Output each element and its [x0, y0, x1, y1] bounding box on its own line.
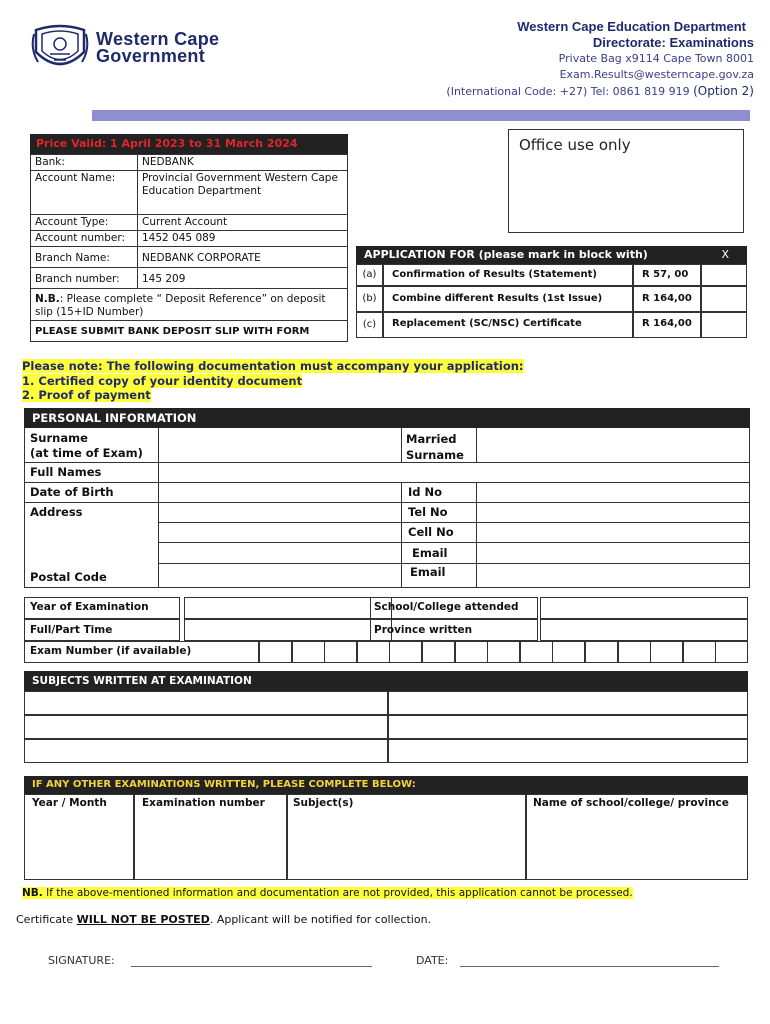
application-title: APPLICATION FOR (please mark in block with): [364, 248, 648, 261]
full-names-label: Full Names: [30, 465, 102, 479]
option-b-desc-text: Combine different Results (1st Issue): [392, 293, 603, 304]
account-number-value: 1452 045 089: [138, 231, 348, 247]
option-a-desc[interactable]: [383, 264, 633, 286]
government-logo: [30, 24, 90, 74]
cert-pre: Certificate: [16, 913, 77, 926]
submit-slip-note: PLEASE SUBMIT BANK DEPOSIT SLIP WITH FORM: [31, 321, 348, 342]
col-subjects: Subject(s): [293, 797, 354, 809]
note-line3: 2. Proof of payment: [22, 388, 151, 402]
bank-value: NEDBANK: [138, 155, 348, 171]
tel-no-label: Tel No: [408, 505, 448, 519]
subjects-title: SUBJECTS WRITTEN AT EXAMINATION: [24, 671, 748, 691]
option-b-mark-box[interactable]: [701, 286, 747, 312]
full-part-time-label: Full/Part Time: [30, 624, 113, 636]
option-c-price: R 164,00: [633, 312, 701, 338]
exam-number-digit-box[interactable]: [389, 641, 422, 663]
cell-no-label: Cell No: [408, 525, 454, 539]
exam-number-digit-box[interactable]: [520, 641, 553, 663]
option-b-desc[interactable]: [383, 286, 633, 312]
collection-note: [16, 913, 431, 926]
option-a-desc-text: Confirmation of Results (Statement): [392, 269, 597, 280]
option-c-desc[interactable]: [383, 312, 633, 338]
option-c-mark-box[interactable]: [701, 312, 747, 338]
email: Exam.Results@westerncape.gov.za: [559, 68, 754, 81]
nb-text: : Please complete “ Deposit Reference” on deposit slip (15+ID Number): [35, 293, 326, 318]
email-input-1[interactable]: [478, 544, 748, 562]
email-label-2: Email: [410, 565, 446, 579]
note-line1: Please note: The following documentation must accompany your application:: [22, 359, 524, 373]
married-surname-input[interactable]: [478, 430, 748, 461]
nb-label: N.B.: [35, 293, 60, 305]
option-b-price: R 164,00: [633, 286, 701, 312]
cert-post: . Applicant will be notified for collection.: [209, 913, 432, 926]
exam-number-digit-box[interactable]: [715, 641, 748, 663]
option-a-letter: (a): [356, 264, 383, 286]
surname-label: Surname: [30, 431, 88, 445]
other-exams-section: [24, 776, 748, 880]
option-a-mark-box[interactable]: [701, 264, 747, 286]
id-no-input[interactable]: [478, 484, 748, 501]
postal-code-label: Postal Code: [30, 570, 107, 584]
id-no-label: Id No: [408, 485, 443, 499]
province-written-input[interactable]: [540, 619, 748, 641]
branch-name-value: NEDBANK CORPORATE: [138, 247, 348, 268]
account-type-value: Current Account: [138, 215, 348, 231]
coat-of-arms-icon: [30, 24, 90, 74]
date-line[interactable]: [460, 966, 719, 967]
cell-no-input[interactable]: [478, 524, 748, 541]
other-exams-title: IF ANY OTHER EXAMINATIONS WRITTEN, PLEASE COMPLETE BELOW:: [24, 776, 748, 794]
col-exam-number: Examination number: [142, 797, 265, 809]
option-b-letter: (b): [356, 286, 383, 312]
subject-cell-3[interactable]: [24, 715, 388, 739]
footer-nb-label: NB.: [22, 887, 43, 899]
year-of-exam-label: Year of Examination: [30, 601, 149, 613]
logo-text-line1: Western Cape: [96, 29, 220, 49]
personal-information-section: [24, 408, 750, 588]
deposit-reference-note: [31, 289, 348, 321]
surname-sub-label: (at time of Exam): [30, 446, 143, 460]
address-label: Address: [30, 505, 83, 519]
exam-number-digit-box[interactable]: [422, 641, 455, 663]
subject-cell-2[interactable]: [388, 691, 748, 715]
cert-bold: WILL NOT BE POSTED: [76, 913, 210, 926]
personal-info-title: PERSONAL INFORMATION: [24, 408, 750, 428]
exam-number-digit-box[interactable]: [683, 641, 716, 663]
option: (Option 2): [693, 84, 754, 98]
footer-nb-note: [22, 887, 633, 899]
date-label: DATE:: [416, 954, 449, 967]
subject-cell-5[interactable]: [24, 739, 388, 763]
exam-number-digit-box[interactable]: [259, 641, 292, 663]
dob-input[interactable]: [160, 484, 400, 501]
application-for-table: [356, 246, 747, 330]
account-name-value: Provincial Government Western Cape Education Department: [138, 171, 348, 215]
tel-no-input[interactable]: [478, 504, 748, 521]
office-use-box: [508, 129, 744, 233]
signature-label: SIGNATURE:: [48, 954, 115, 967]
account-name-label: Account Name:: [31, 171, 138, 215]
province-written-label: Province written: [374, 624, 473, 636]
exam-number-digit-box[interactable]: [618, 641, 651, 663]
directorate: Directorate: Examinations: [592, 35, 754, 50]
exam-number-digit-box[interactable]: [292, 641, 325, 663]
option-c-letter: (c): [356, 312, 383, 338]
married-sub-label: Surname: [406, 448, 464, 462]
subject-cell-6[interactable]: [388, 739, 748, 763]
subject-cell-1[interactable]: [24, 691, 388, 715]
surname-input[interactable]: [160, 430, 400, 461]
school-attended-label: School/College attended: [374, 601, 519, 613]
account-type-label: Account Type:: [31, 215, 138, 231]
school-attended-input[interactable]: [540, 597, 748, 619]
branch-number-value: 145 209: [138, 268, 348, 289]
exam-number-digit-box[interactable]: [357, 641, 390, 663]
exam-number-digit-box[interactable]: [552, 641, 585, 663]
address-input[interactable]: [160, 504, 400, 586]
bank-label: Bank:: [31, 155, 138, 171]
option-c-desc-text: Replacement (SC/NSC) Certificate: [392, 318, 582, 329]
exam-number-digit-box[interactable]: [487, 641, 520, 663]
exam-number-digit-box[interactable]: [650, 641, 683, 663]
col-school-province: Name of school/college/ province: [533, 797, 729, 809]
option-a-price: R 57, 00: [633, 264, 701, 286]
email-input-2[interactable]: [478, 565, 748, 586]
branch-name-label: Branch Name:: [31, 247, 138, 268]
dob-label: Date of Birth: [30, 485, 114, 499]
exam-number-label: Exam Number (if available): [30, 645, 192, 657]
footer-nb-text: If the above-mentioned information and documentation are not provided, this application cannot be processed.: [42, 887, 633, 899]
bank-details: [30, 134, 348, 342]
exam-number-digit-box[interactable]: [455, 641, 488, 663]
branch-number-label: Branch number:: [31, 268, 138, 289]
subject-cell-4[interactable]: [388, 715, 748, 739]
email-label-1: Email: [412, 546, 448, 560]
phone: (International Code: +27) Tel: 0861 819 919: [446, 85, 690, 98]
married-label: Married: [406, 432, 457, 446]
full-part-time-input[interactable]: [184, 619, 392, 641]
office-use-label: Office use only: [519, 136, 631, 154]
signature-line[interactable]: [131, 966, 372, 967]
col-year-month: Year / Month: [32, 797, 107, 809]
address: Private Bag x9114 Cape Town 8001: [558, 52, 754, 65]
mark-x: X: [721, 248, 729, 261]
exam-number-digit-box[interactable]: [324, 641, 357, 663]
header-divider: [92, 110, 750, 121]
full-names-input[interactable]: [160, 464, 748, 481]
logo-text-line2: Government: [96, 46, 206, 66]
exam-number-digit-box[interactable]: [585, 641, 618, 663]
price-valid: Price Valid: 1 April 2023 to 31 March 2024: [30, 134, 348, 154]
exam-details-section: [24, 597, 748, 663]
year-of-exam-input[interactable]: [184, 597, 392, 619]
note-line2: 1. Certified copy of your identity document: [22, 373, 303, 388]
account-number-label: Account number:: [31, 231, 138, 247]
subjects-section: [24, 671, 748, 765]
dept-title: Western Cape Education Department: [517, 19, 746, 34]
